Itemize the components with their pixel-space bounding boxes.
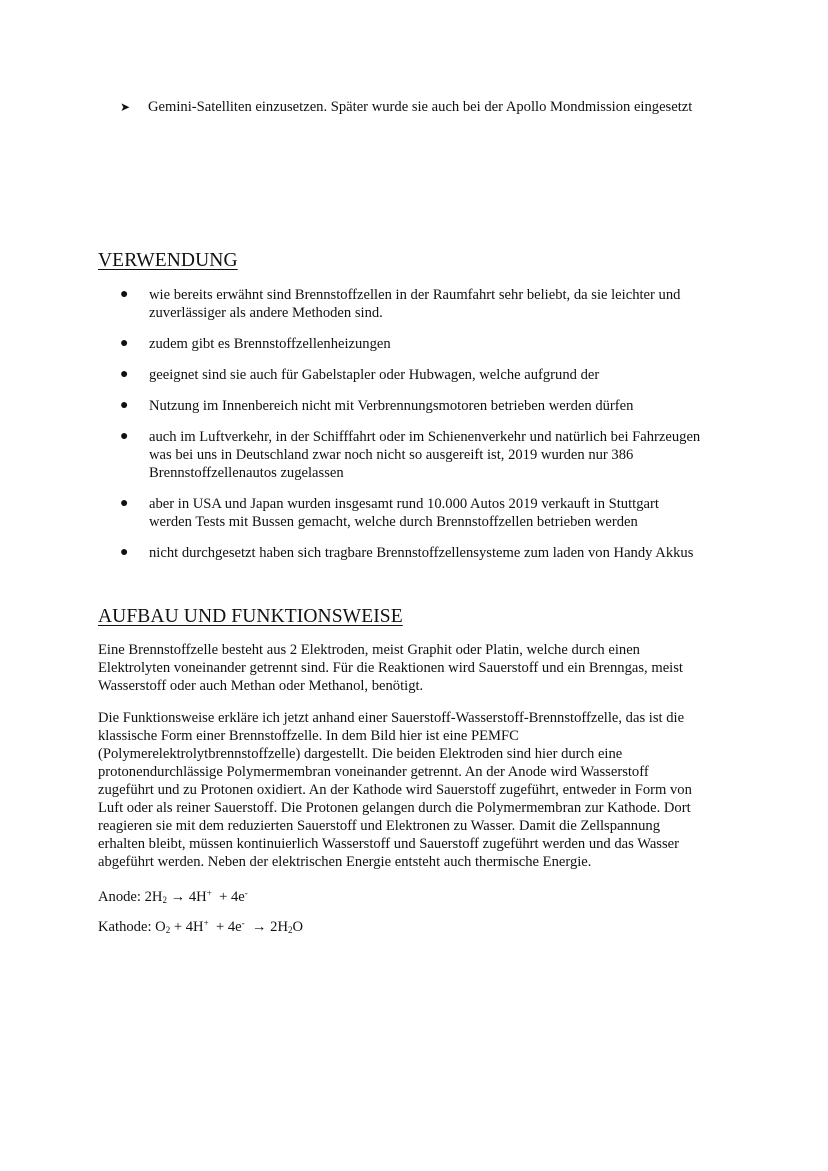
arrow-bullet-icon: ➤ [120, 100, 131, 114]
carryover-bullet [120, 98, 760, 116]
carryover-bullet-text: Gemini-Satelliten einzusetzen. Später wurde sie auch bei der Apollo Mondmission eingesetzt [148, 99, 693, 115]
bullet-dot-icon: ● [120, 398, 129, 413]
list-item: ● auch im Luftverkehr, in der Schifffahrt oder im Schienenverkehr und natürlich bei Fahrzeugen was bei uns in Deutschland zwar noch nicht so ausgereift ist, 2019 wurden nur 386 Brennstoffzellenautos zugelassen [120, 429, 701, 481]
anode-equation: Anode: $2H_2 \to 4H^+ + 4e^-$ [98, 888, 248, 905]
bullet-dot-icon: ● [120, 545, 129, 560]
kathode-equation: Kathode: $O_2 + 4H^+ + 4e^- \to 2H_2O$ [98, 918, 304, 935]
bullet-dot-icon: ● [120, 367, 129, 382]
list-item: ● wie bereits erwähnt sind Brennstoffzellen in der Raumfahrt sehr beliebt, da sie leichter und zuverlässiger als andere Methoden sind. [120, 287, 681, 321]
heading-verwendung: VERWENDUNG [98, 250, 238, 271]
paragraph-aufbau: Eine Brennstoffzelle besteht aus 2 Elektroden, meist Graphit oder Platin, welche durch einen Elektrolyten voneinander getrennt sind. Für die Reaktionen wird Sauerstoff und ein Brenngas, meist Wasserstoff oder auch Methan oder Methanol, benötigt. [98, 642, 683, 694]
list-item: ● Nutzung im Innenbereich nicht mit Verbrennungsmotoren betrieben werden dürfen [120, 398, 634, 414]
verwendung-list [120, 286, 745, 575]
list-item: ● zudem gibt es Brennstoffzellenheizungen [120, 336, 391, 352]
bullet-dot-icon: ● [120, 287, 129, 302]
bullet-dot-icon: ● [120, 496, 129, 511]
list-item: ● nicht durchgesetzt haben sich tragbare Brennstoffzellensysteme zum laden von Handy Akkus [120, 545, 694, 561]
bullet-dot-icon: ● [120, 336, 129, 351]
list-item: ● geeignet sind sie auch für Gabelstapler oder Hubwagen, welche aufgrund der [120, 367, 600, 383]
list-item: ● aber in USA und Japan wurden insgesamt rund 10.000 Autos 2019 verkauft in Stuttgart werden Tests mit Bussen gemacht, welche durch Brennstoffzellen betrieben werden [120, 496, 659, 530]
bullet-dot-icon: ● [120, 429, 129, 444]
paragraph-funktionsweise: Die Funktionsweise erkläre ich jetzt anhand einer Sauerstoff-Wasserstoff-Brennstoffzelle, das ist die klassische Form einer Brennstoffzelle. In dem Bild hier ist eine PEMFC (Polymerelektrolytbrennstoffzelle) dargestellt. Die beiden Elektroden sind hier durch eine protonendurchlässige Polymermembran voneinander getrennt. An der Anode wird Wasserstoff zugeführt und zu Protonen oxidiert. An der Kathode wird Sauerstoff zugeführt, entweder in Form von Luft oder als reiner Sauerstoff. Die Protonen gelangen durch die Polymermembran zur Kathode. Dort reagieren sie mit dem reduzierten Sauerstoff und Elektronen zu Wasser. Damit die Zellspannung erhalten bleibt, müssen kontinuierlich Wasserstoff und Sauerstoff zugeführt werden und das Wasser abgeführt werden. Neben der elektrischen Energie entsteht auch thermische Energie. [98, 710, 692, 870]
heading-aufbau: AUFBAU UND FUNKTIONSWEISE [98, 606, 403, 627]
